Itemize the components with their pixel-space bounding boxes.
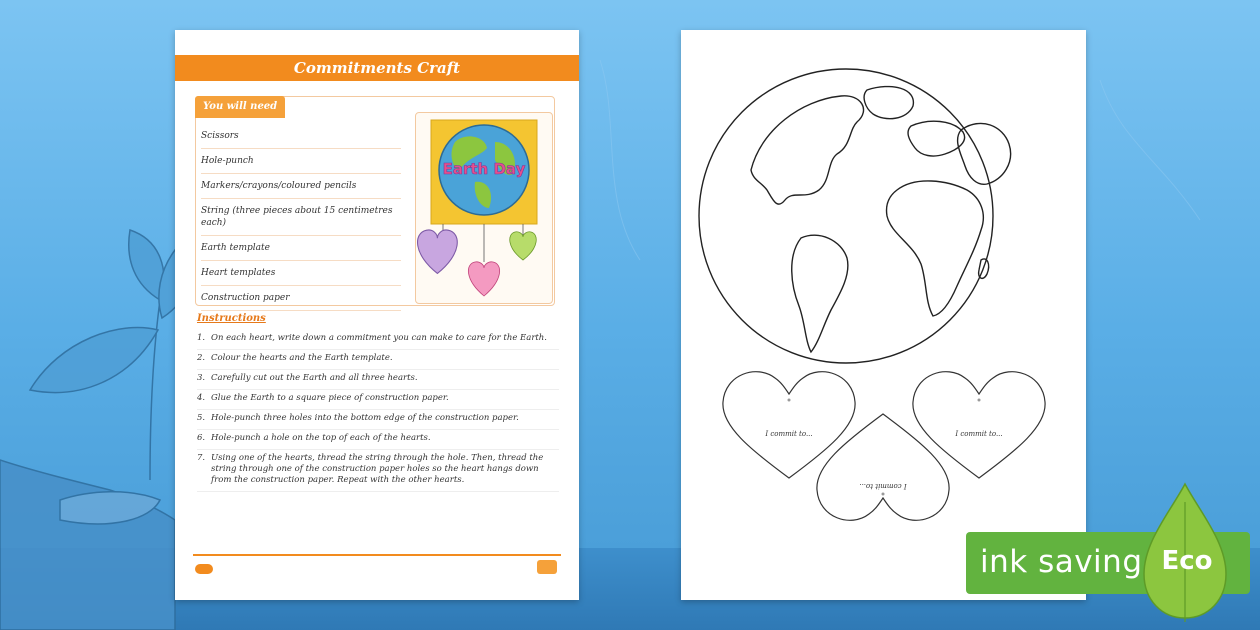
footer-divider xyxy=(193,554,561,556)
brand-logo-icon xyxy=(195,564,213,574)
list-item: 4. Glue the Earth to a square piece of construction paper. xyxy=(197,390,559,410)
heart-template-icon xyxy=(723,372,855,478)
you-will-need-heading: You will need xyxy=(195,96,285,118)
eco-label: Eco xyxy=(1161,546,1213,576)
ink-saving-label: ink saving xyxy=(980,544,1143,580)
heart-label: I commit to... xyxy=(765,430,813,438)
heart-icon xyxy=(468,262,499,296)
heart-template-icon xyxy=(913,372,1045,478)
list-item: Earth template xyxy=(201,236,401,261)
list-item: 7. Using one of the hearts, thread the string through the hole. Then, thread the string through one of the construction paper holes so the heart hangs down from the construction paper. Repeat with the other hearts. xyxy=(197,450,559,492)
heart-icon xyxy=(510,232,537,260)
list-item: 5. Hole-punch three holes into the bottom edge of the construction paper. xyxy=(197,410,559,430)
page-title: Commitments Craft xyxy=(175,55,579,81)
craft-preview-image xyxy=(415,112,553,304)
list-item: Markers/crayons/coloured pencils xyxy=(201,174,401,199)
continent-north-america xyxy=(751,96,864,204)
template-page xyxy=(681,30,1086,600)
list-item: 2. Colour the hearts and the Earth template. xyxy=(197,350,559,370)
list-item: String (three pieces about 15 centimetres each) xyxy=(201,199,401,236)
list-item: Construction paper xyxy=(201,286,401,311)
brand-badge-icon xyxy=(537,560,557,574)
list-item: Heart templates xyxy=(201,261,401,286)
instructions-page xyxy=(175,30,579,600)
list-item: 3. Carefully cut out the Earth and all three hearts. xyxy=(197,370,559,390)
instructions-heading: Instructions xyxy=(197,313,266,324)
craft-banner-text: Earth Day xyxy=(442,160,526,178)
heart-icon xyxy=(418,230,458,273)
continent-south-america xyxy=(792,235,848,352)
list-item: 1. On each heart, write down a commitment you can make to care for the Earth. xyxy=(197,330,559,350)
heart-label: I commit to... xyxy=(859,482,907,490)
list-item: Hole-punch xyxy=(201,149,401,174)
materials-list xyxy=(201,124,401,311)
list-item: Scissors xyxy=(201,124,401,149)
earth-hearts-template xyxy=(681,30,1086,600)
globe-outline-icon xyxy=(699,69,993,363)
heart-template-icon xyxy=(817,414,949,520)
list-item: 6. Hole-punch a hole on the top of each of the hearts. xyxy=(197,430,559,450)
heart-label: I commit to... xyxy=(955,430,1003,438)
instructions-list xyxy=(197,330,559,492)
